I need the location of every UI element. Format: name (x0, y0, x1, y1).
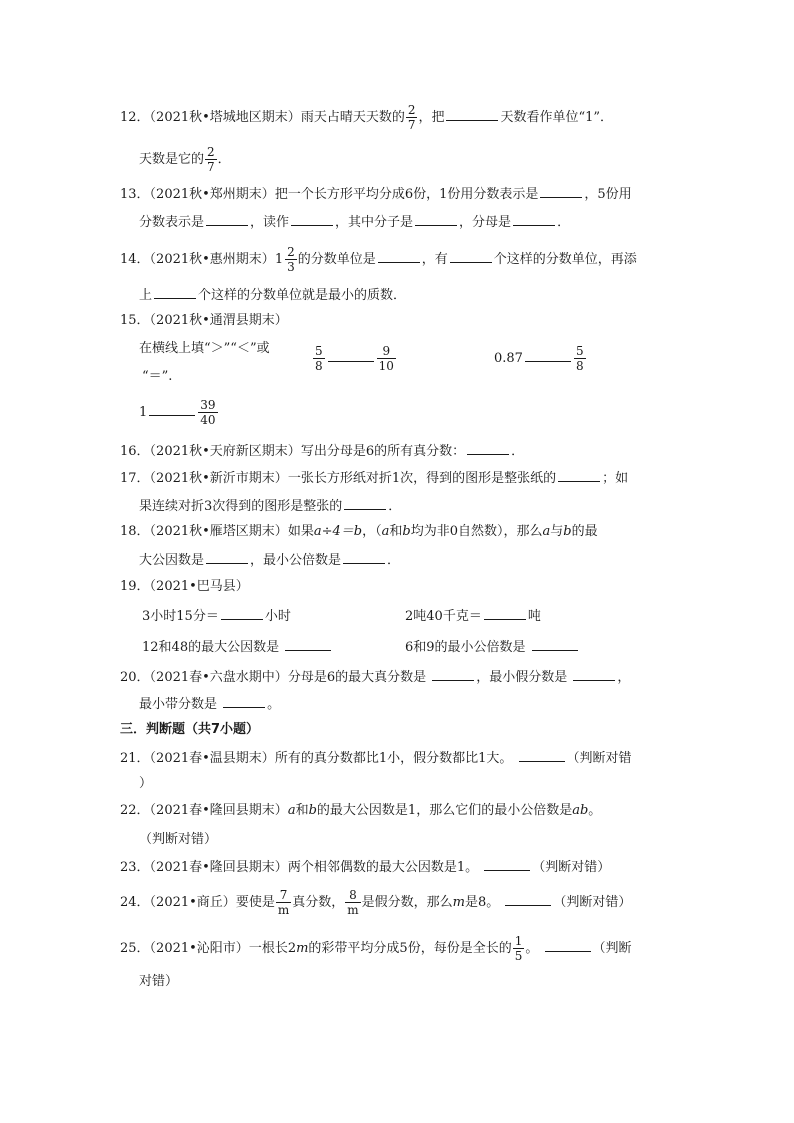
question-text: ，5份用 (584, 187, 632, 202)
question-source: （2021秋•新沂市期末） (149, 471, 288, 486)
question-number: 16． (120, 444, 150, 459)
question-13 (120, 184, 632, 204)
question-source: （2021秋•惠州期末） (149, 252, 275, 267)
question-text: ；如 (602, 471, 629, 486)
answer-blank[interactable] (432, 667, 474, 681)
compare-item-3 (139, 398, 219, 427)
question-source: （2021春•隆回县期末） (149, 803, 288, 818)
question-text: 个这样的分数单位就是最小的质数． (198, 288, 407, 303)
answer-blank[interactable] (223, 694, 265, 708)
question-text: 和 (389, 524, 403, 539)
fraction-denominator: 10 (378, 359, 394, 373)
fraction (345, 888, 360, 917)
question-15 (120, 312, 288, 330)
question-15-instruction-2 (142, 368, 172, 386)
question-text: ． (217, 152, 231, 167)
question-text: 和 (295, 803, 309, 818)
question-text: ，最小公倍数是 (250, 553, 342, 568)
question-text: 是8。 (464, 895, 500, 910)
question-number: 25． (120, 941, 150, 956)
question-19 (120, 578, 249, 596)
question-source: （2021春•温县期末） (149, 751, 275, 766)
question-text: （判断对错 (566, 751, 632, 766)
fraction-denominator: 7 (207, 160, 215, 174)
variable: a (381, 524, 390, 539)
answer-blank[interactable] (484, 606, 526, 620)
question-text: 分母是6的最大真分数是 (287, 670, 427, 685)
answer-blank[interactable] (545, 938, 591, 952)
question-number: 12． (120, 110, 150, 125)
question-23 (120, 857, 610, 877)
question-text: 真分数， (292, 895, 345, 910)
fraction-denominator: 40 (200, 413, 216, 427)
fraction-numerator: 2 (287, 245, 295, 259)
answer-blank[interactable] (378, 249, 420, 263)
question-text: 。 (588, 803, 602, 818)
answer-blank[interactable] (540, 184, 582, 198)
question-source: （2021秋•塔城地区期末） (149, 110, 301, 125)
compare-item-1 (312, 344, 397, 373)
question-text: 2吨40千克＝ (405, 609, 482, 624)
variable: a (542, 524, 551, 539)
variable: a (287, 803, 296, 818)
question-text: 是假分数，那么 (361, 895, 453, 910)
variable: b (308, 803, 317, 818)
question-text: （判断对错） (139, 832, 218, 847)
equation: a÷4＝b (313, 524, 363, 539)
answer-blank[interactable] (291, 212, 333, 226)
question-text: ，把 (418, 110, 445, 125)
answer-blank[interactable] (154, 285, 196, 299)
question-text: 与 (550, 524, 564, 539)
question-text: 在横线上填“＞”“＜”或 (139, 341, 270, 356)
compare-left: 1 (139, 405, 148, 420)
question-text: 的分数单位是 (297, 252, 376, 267)
question-number: 17． (120, 471, 150, 486)
fraction-numerator: 2 (407, 103, 416, 117)
question-number: 24． (120, 895, 150, 910)
question-source: （2021秋•郑州期末） (149, 187, 275, 202)
question-text: 。 (267, 697, 281, 712)
variable: b (563, 524, 572, 539)
question-text: ，（ (362, 524, 382, 539)
question-text: 如果 (287, 524, 314, 539)
answer-blank[interactable] (450, 249, 492, 263)
fraction (377, 344, 396, 373)
question-text: 的最 (571, 524, 598, 539)
question-text: 一张长方形纸对折1次，得到的图形是整张纸的 (287, 471, 557, 486)
answer-blank[interactable] (206, 550, 248, 564)
answer-blank[interactable] (344, 496, 386, 510)
answer-blank[interactable] (446, 107, 498, 121)
question-15-instruction (139, 340, 270, 358)
question-text: 吨 (527, 609, 541, 624)
question-text: 上 (139, 288, 153, 303)
question-20-line-2 (139, 694, 280, 714)
fraction (513, 934, 525, 963)
fraction-numerator: 7 (279, 888, 288, 902)
question-text: 分数表示是 (139, 215, 205, 230)
fraction (198, 398, 217, 427)
answer-blank[interactable] (467, 441, 509, 455)
fraction-denominator: 5 (514, 949, 523, 963)
fraction-numerator: 1 (514, 934, 523, 948)
answer-blank[interactable] (513, 212, 555, 226)
variable: m (296, 941, 309, 956)
fraction-denominator: 3 (287, 260, 295, 274)
fraction-denominator: m (277, 903, 290, 917)
answer-blank[interactable] (573, 667, 615, 681)
question-text: 写出分母是6的所有真分数： (300, 444, 466, 459)
question-12-line-2 (139, 145, 231, 174)
question-text: ． (388, 499, 402, 514)
fraction-numerator: 5 (575, 344, 584, 358)
gcd-item (142, 637, 333, 657)
compare-left: 0.87 (494, 351, 523, 366)
question-18 (120, 523, 598, 541)
question-text: （判断对错） (553, 895, 632, 910)
question-number: 13． (120, 187, 150, 202)
answer-blank[interactable] (206, 212, 248, 226)
question-17-line-2 (139, 496, 401, 516)
question-text: 雨天占晴天天数的 (300, 110, 405, 125)
question-text: ，分母是 (459, 215, 512, 230)
question-text: 一根长2 (248, 941, 297, 956)
fraction (205, 145, 217, 174)
fraction-numerator: 9 (382, 344, 391, 358)
question-source: （2021•商丘） (149, 895, 236, 910)
question-text: ． (557, 215, 571, 230)
answer-blank[interactable] (519, 748, 565, 762)
answer-blank[interactable] (149, 402, 195, 416)
question-text: ． (511, 444, 525, 459)
question-22 (120, 802, 601, 820)
conversion-item-2 (405, 606, 541, 626)
variable: b (402, 524, 411, 539)
question-21-line-2: ） (139, 776, 153, 791)
question-text: 天数是它的 (139, 152, 205, 167)
answer-blank[interactable] (525, 348, 571, 362)
question-text: 12和48的最大公因数是 (142, 640, 280, 655)
answer-blank[interactable] (415, 212, 457, 226)
variable: ab (572, 803, 589, 818)
answer-blank[interactable] (285, 637, 331, 651)
question-text: 。 (525, 941, 539, 956)
fraction-numerator: 2 (207, 145, 215, 159)
fraction (574, 344, 586, 373)
question-text: 把一个长方形平均分成6份，1份用分数表示是 (274, 187, 539, 202)
question-text: 6和9的最小公倍数是 (405, 640, 526, 655)
question-text: 3小时15分＝ (142, 609, 219, 624)
question-text: “＝”. (142, 369, 173, 384)
question-source: （2021春•隆回县期末） (149, 860, 288, 875)
fraction-denominator: 8 (315, 359, 323, 373)
question-source: （2021•巴马县） (149, 579, 249, 594)
question-text: 所有的真分数都比1小，假分数都比1大。 (274, 751, 513, 766)
fraction (276, 888, 291, 917)
question-text: 要使是 (235, 895, 275, 910)
question-text: ，有 (421, 252, 448, 267)
question-number: 18． (120, 524, 150, 539)
question-source: （2021秋•雁塔区期末） (149, 524, 288, 539)
answer-blank[interactable] (221, 606, 263, 620)
question-text: 小时 (264, 609, 291, 624)
question-16 (120, 441, 524, 461)
compare-item-2 (494, 344, 587, 373)
mixed-number (275, 245, 298, 274)
question-source: （2021春•六盘水期中） (149, 670, 288, 685)
question-22-line-2 (139, 830, 217, 849)
question-18-line-2 (139, 550, 400, 570)
section-heading: 三．判断题（共7小题） (120, 722, 260, 737)
answer-blank[interactable] (505, 892, 551, 906)
question-20 (120, 667, 630, 687)
fraction (313, 344, 325, 373)
fraction-numerator: 5 (315, 344, 323, 358)
question-number: 19． (120, 579, 150, 594)
answer-blank[interactable] (558, 468, 600, 482)
question-number: 15． (120, 313, 150, 328)
question-text: 最小带分数是 (139, 697, 218, 712)
question-text: ， (617, 670, 631, 685)
question-14 (120, 245, 637, 274)
question-text: ，其中分子是 (335, 215, 414, 230)
fraction (285, 245, 297, 274)
question-25 (120, 934, 632, 963)
question-text: ，最小假分数是 (476, 670, 568, 685)
fraction-denominator: 8 (575, 359, 584, 373)
question-number: 14． (120, 252, 150, 267)
question-12 (120, 103, 613, 132)
question-text: ． (387, 553, 401, 568)
question-number: 20． (120, 670, 150, 685)
question-text: （判断 (592, 941, 632, 956)
question-number: 21． (120, 751, 150, 766)
question-text: ，读作 (250, 215, 290, 230)
answer-blank[interactable] (328, 348, 374, 362)
conversion-item-1 (142, 606, 291, 626)
question-text: 均为非0自然数），那么 (410, 524, 543, 539)
question-number: 22． (120, 803, 150, 818)
question-text: 的最大公因数是1，那么它们的最小公倍数是 (316, 803, 573, 818)
fraction-numerator: 8 (349, 888, 357, 902)
question-17 (120, 468, 628, 488)
question-21 (120, 748, 632, 768)
question-text: 果连续对折3次得到的图形是整张的 (139, 499, 343, 514)
question-source: （2021•沁阳市） (149, 941, 249, 956)
mixed-whole: 1 (274, 251, 284, 267)
question-25-line-2: 对错） (139, 974, 179, 989)
question-text: 天数看作单位“1”． (500, 110, 614, 125)
question-source: （2021秋•天府新区期末） (149, 444, 301, 459)
question-13-line-2 (139, 212, 570, 232)
question-text: 两个相邻偶数的最大公因数是1。 (287, 860, 479, 875)
question-text: （判断对错） (532, 860, 611, 875)
question-text: 个这样的分数单位，再添 (493, 252, 637, 267)
question-text: 大公因数是 (139, 553, 205, 568)
question-14-line-2 (139, 285, 406, 305)
answer-blank[interactable] (484, 857, 530, 871)
answer-blank[interactable] (343, 550, 385, 564)
question-text: 的彩带平均分成5份，每份是全长的 (308, 941, 512, 956)
fraction-denominator: m (347, 903, 359, 917)
question-source: （2021秋•通渭县期末） (149, 313, 288, 328)
variable: m (452, 895, 465, 910)
fraction (406, 103, 418, 132)
fraction-denominator: 7 (407, 118, 416, 132)
question-24 (120, 888, 631, 917)
answer-blank[interactable] (532, 637, 578, 651)
question-number: 23． (120, 860, 150, 875)
fraction-numerator: 39 (200, 398, 216, 412)
lcm-item (405, 637, 580, 657)
